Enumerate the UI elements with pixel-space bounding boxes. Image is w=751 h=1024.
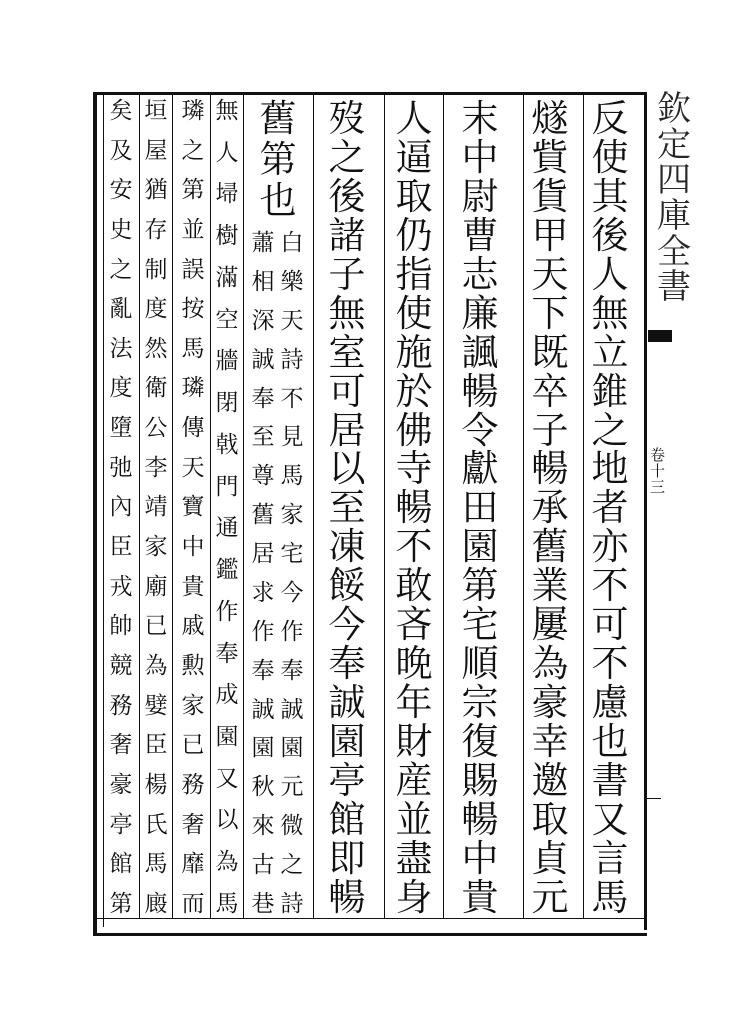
glyph: 馬 — [181, 335, 205, 362]
glyph: 仍 — [395, 213, 433, 257]
glyph: 豪 — [109, 771, 133, 798]
glyph: 第 — [259, 138, 297, 181]
glyph: 詩 — [280, 346, 304, 373]
glyph: 獻 — [461, 447, 499, 491]
glyph: 地 — [591, 447, 629, 491]
glyph: 以 — [215, 807, 239, 834]
glyph: 詩 — [280, 890, 304, 917]
glyph: 末 — [461, 97, 499, 140]
glyph: 承 — [531, 486, 569, 530]
glyph: 制 — [144, 256, 168, 283]
glyph: 並 — [395, 797, 433, 841]
glyph: 可 — [591, 603, 629, 647]
glyph: 及 — [109, 137, 133, 164]
glyph: 法 — [109, 335, 133, 362]
column-divider — [443, 95, 444, 918]
glyph: 牆 — [215, 348, 239, 375]
glyph: 卷 — [650, 446, 666, 464]
glyph: 貞 — [531, 836, 569, 880]
glyph: 元 — [280, 774, 304, 801]
glyph: 史 — [109, 216, 133, 243]
glyph: 不 — [280, 385, 304, 412]
glyph: 歿 — [328, 97, 366, 140]
text-column-5 — [327, 97, 367, 919]
glyph: 奢 — [109, 732, 133, 759]
glyph: 無 — [328, 291, 366, 335]
glyph: 巷 — [251, 890, 275, 917]
text-column-3 — [460, 97, 500, 919]
glyph: 人 — [215, 139, 239, 166]
glyph: 佛 — [395, 408, 433, 452]
glyph: 第 — [181, 177, 205, 204]
glyph: 勲 — [181, 652, 205, 679]
glyph: 身 — [395, 875, 433, 919]
glyph: 嬖 — [144, 692, 168, 719]
glyph: 定 — [657, 124, 691, 165]
glyph: 中 — [181, 534, 205, 561]
commentary-column-6-left — [250, 232, 276, 916]
glyph: 垣 — [144, 98, 168, 124]
glyph: 館 — [109, 851, 133, 878]
glyph: 人 — [591, 252, 629, 296]
glyph: 成 — [215, 682, 239, 709]
glyph: 施 — [395, 330, 433, 374]
commentary-column-9 — [143, 100, 169, 916]
glyph: 閉 — [215, 390, 239, 417]
glyph: 並 — [181, 216, 205, 243]
glyph: 亂 — [109, 296, 133, 323]
text-column-4 — [394, 97, 434, 919]
glyph: 使 — [591, 135, 629, 179]
glyph: 元 — [531, 875, 569, 919]
glyph: 貴 — [461, 875, 499, 919]
glyph: 樹 — [215, 223, 239, 250]
glyph: 貴 — [181, 573, 205, 600]
glyph: 璘 — [181, 375, 205, 402]
commentary-column-10 — [108, 100, 134, 916]
glyph: 弛 — [109, 454, 133, 481]
glyph: 馬 — [215, 890, 239, 917]
glyph: 立 — [591, 330, 629, 374]
glyph: 氏 — [144, 811, 168, 838]
glyph: 順 — [461, 642, 499, 686]
glyph: 凍 — [328, 525, 366, 569]
glyph: 誤 — [181, 256, 205, 283]
glyph: 第 — [109, 890, 133, 917]
glyph: 錐 — [591, 369, 629, 413]
glyph: 亭 — [328, 758, 366, 802]
volume-number — [650, 448, 665, 495]
glyph: 墮 — [109, 415, 133, 442]
glyph: 傳 — [181, 415, 205, 442]
glyph: 其 — [591, 174, 629, 218]
glyph: 家 — [181, 692, 205, 719]
column-divider — [384, 95, 385, 918]
glyph: 無 — [591, 291, 629, 335]
glyph: 館 — [328, 797, 366, 841]
glyph: 十 — [650, 461, 666, 480]
glyph: 度 — [144, 296, 168, 323]
glyph: 亦 — [591, 525, 629, 569]
glyph: 貲 — [531, 135, 569, 179]
glyph: 於 — [395, 369, 433, 413]
glyph: 宅 — [280, 541, 304, 567]
glyph: 卒 — [531, 369, 569, 413]
glyph: 尉 — [461, 174, 499, 218]
glyph: 舊 — [259, 97, 297, 140]
glyph: 尊 — [251, 463, 275, 490]
glyph: 璘 — [181, 98, 205, 124]
glyph: 園 — [328, 720, 366, 763]
commentary-column-8 — [180, 100, 206, 916]
glyph: 誠 — [251, 346, 275, 373]
glyph: 令 — [461, 408, 499, 452]
glyph: 臣 — [144, 732, 168, 759]
commentary-column-6-right — [279, 232, 305, 916]
glyph: 相 — [251, 268, 275, 295]
glyph: 微 — [280, 813, 304, 840]
glyph: 可 — [328, 369, 366, 413]
glyph: 帥 — [109, 613, 133, 640]
glyph: 第 — [461, 564, 499, 608]
glyph: 至 — [251, 424, 275, 451]
glyph: 務 — [181, 771, 205, 798]
glyph: 埽 — [215, 181, 239, 208]
glyph: 作 — [251, 618, 275, 645]
glyph: 馬 — [280, 463, 304, 490]
glyph: 舊 — [251, 502, 275, 529]
glyph: 人 — [395, 97, 433, 140]
glyph: 之 — [181, 137, 205, 164]
glyph: 作 — [215, 598, 239, 625]
glyph: 甲 — [531, 213, 569, 257]
glyph: 取 — [531, 797, 569, 841]
margin-tick — [645, 798, 661, 799]
glyph: 又 — [591, 797, 629, 841]
glyph: 無 — [215, 98, 239, 124]
glyph: 敢 — [395, 564, 433, 608]
glyph: 屋 — [144, 137, 168, 164]
glyph: 天 — [280, 307, 304, 334]
glyph: 四 — [657, 160, 691, 201]
glyph: 奉 — [280, 657, 304, 684]
column-divider — [172, 95, 173, 918]
glyph: 取 — [395, 174, 433, 218]
glyph: 園 — [280, 735, 304, 762]
glyph: 門 — [215, 473, 239, 500]
glyph: 度 — [109, 375, 133, 402]
glyph: 奉 — [215, 640, 239, 667]
glyph: 三 — [650, 477, 666, 496]
text-column-2 — [530, 97, 570, 919]
glyph: 為 — [531, 642, 569, 686]
frame-right-border — [644, 92, 647, 930]
glyph: 寶 — [181, 494, 205, 521]
glyph: 指 — [395, 252, 433, 296]
fish-tail-mark — [648, 330, 672, 342]
text-column-6-main — [258, 97, 298, 230]
glyph: 之 — [591, 408, 629, 452]
glyph: 子 — [531, 408, 569, 452]
glyph: 諸 — [328, 213, 366, 257]
glyph: 舊 — [531, 525, 569, 569]
glyph: 燧 — [531, 97, 569, 140]
glyph: 秋 — [251, 774, 275, 801]
glyph: 作 — [280, 618, 304, 645]
column-divider — [139, 95, 140, 918]
glyph: 者 — [591, 486, 629, 530]
glyph: 求 — [251, 579, 275, 606]
glyph: 廟 — [144, 573, 168, 600]
glyph: 又 — [215, 765, 239, 792]
glyph: 矣 — [109, 98, 133, 124]
glyph: 今 — [328, 603, 366, 647]
glyph: 李 — [144, 454, 168, 481]
glyph: 衛 — [144, 375, 168, 402]
column-divider — [583, 95, 584, 918]
glyph: 暢 — [395, 486, 433, 530]
glyph: 之 — [280, 852, 304, 878]
glyph: 欽 — [657, 89, 691, 129]
glyph: 幸 — [531, 720, 569, 763]
glyph: 而 — [181, 890, 205, 917]
glyph: 戎 — [109, 573, 133, 600]
glyph: 安 — [109, 177, 133, 204]
glyph: 奉 — [251, 657, 275, 684]
glyph: 後 — [328, 174, 366, 218]
glyph: 豪 — [531, 681, 569, 725]
glyph: 楊 — [144, 771, 168, 798]
glyph: 馬 — [144, 851, 168, 878]
glyph: 誠 — [328, 681, 366, 725]
glyph: 亭 — [109, 811, 133, 838]
glyph: 曹 — [461, 213, 499, 257]
glyph: 按 — [181, 296, 205, 323]
glyph: 復 — [461, 720, 499, 763]
glyph: 空 — [215, 306, 239, 333]
glyph: 見 — [280, 424, 304, 451]
glyph: 也 — [591, 720, 629, 763]
glyph: 馬 — [591, 875, 629, 919]
glyph: 已 — [181, 732, 205, 759]
glyph: 書 — [591, 758, 629, 802]
glyph: 靡 — [181, 851, 205, 878]
glyph: 通 — [215, 515, 239, 542]
glyph: 産 — [395, 758, 433, 802]
glyph: 誠 — [251, 696, 275, 723]
glyph: 已 — [144, 613, 168, 640]
glyph: 逼 — [395, 135, 433, 179]
glyph: 慮 — [591, 681, 629, 725]
glyph: 賜 — [461, 758, 499, 802]
glyph: 猶 — [144, 177, 168, 204]
glyph: 中 — [461, 135, 499, 179]
glyph: 不 — [395, 525, 433, 569]
text-column-1 — [590, 97, 630, 919]
glyph: 奉 — [251, 385, 275, 412]
glyph: 庫 — [657, 196, 691, 237]
glyph: 為 — [144, 652, 168, 679]
glyph: 暢 — [461, 797, 499, 841]
glyph: 室 — [328, 330, 366, 374]
glyph: 家 — [280, 502, 304, 529]
glyph: 書 — [657, 267, 691, 308]
glyph: 諷 — [461, 330, 499, 374]
glyph: 公 — [144, 415, 168, 442]
glyph: 言 — [591, 836, 629, 880]
glyph: 奢 — [181, 811, 205, 838]
glyph: 家 — [144, 534, 168, 561]
glyph: 晚 — [395, 642, 433, 686]
glyph: 居 — [251, 541, 275, 567]
glyph: 不 — [591, 564, 629, 608]
glyph: 古 — [251, 852, 275, 878]
glyph: 務 — [109, 692, 133, 719]
glyph: 業 — [531, 564, 569, 608]
glyph: 暢 — [461, 369, 499, 413]
glyph: 奉 — [328, 642, 366, 686]
commentary-column-7 — [214, 100, 240, 916]
column-divider — [523, 95, 524, 918]
glyph: 財 — [395, 720, 433, 763]
glyph: 餒 — [328, 564, 366, 608]
glyph: 來 — [251, 813, 275, 840]
glyph: 臣 — [109, 534, 133, 561]
glyph: 滿 — [215, 264, 239, 291]
glyph: 天 — [181, 454, 205, 481]
glyph: 以 — [328, 447, 366, 491]
glyph: 暢 — [328, 875, 366, 919]
glyph: 蕭 — [251, 230, 275, 256]
glyph: 子 — [328, 252, 366, 296]
glyph: 靖 — [144, 494, 168, 521]
glyph: 之 — [109, 256, 133, 283]
glyph: 宗 — [461, 681, 499, 725]
glyph: 也 — [259, 179, 297, 222]
glyph: 寺 — [395, 447, 433, 491]
glyph: 園 — [215, 724, 239, 751]
glyph: 貨 — [531, 174, 569, 218]
glyph: 全 — [657, 231, 691, 272]
glyph: 田 — [461, 486, 499, 530]
column-divider — [210, 95, 211, 918]
glyph: 戟 — [215, 431, 239, 458]
book-title-margin — [652, 89, 696, 308]
glyph: 今 — [280, 579, 304, 606]
glyph: 之 — [328, 135, 366, 179]
glyph: 存 — [144, 216, 168, 243]
glyph: 反 — [591, 97, 629, 140]
glyph: 後 — [591, 213, 629, 257]
glyph: 宅 — [461, 603, 499, 647]
column-divider — [313, 95, 314, 918]
glyph: 居 — [328, 408, 366, 452]
glyph: 內 — [109, 494, 133, 521]
glyph: 下 — [531, 291, 569, 335]
glyph: 白 — [280, 230, 304, 256]
glyph: 屢 — [531, 603, 569, 647]
glyph: 園 — [461, 525, 499, 569]
glyph: 為 — [215, 849, 239, 876]
glyph: 年 — [395, 681, 433, 725]
glyph: 至 — [328, 486, 366, 530]
glyph: 志 — [461, 252, 499, 296]
glyph: 吝 — [395, 603, 433, 647]
glyph: 廄 — [144, 890, 168, 917]
glyph: 暢 — [531, 447, 569, 491]
glyph: 不 — [591, 642, 629, 686]
glyph: 競 — [109, 652, 133, 679]
glyph: 深 — [251, 307, 275, 334]
column-divider — [243, 95, 244, 918]
glyph: 鑑 — [215, 557, 239, 584]
glyph: 即 — [328, 836, 366, 880]
glyph: 天 — [531, 252, 569, 296]
frame-inner-line — [103, 95, 104, 927]
glyph: 中 — [461, 836, 499, 880]
glyph: 邀 — [531, 758, 569, 802]
glyph: 園 — [251, 735, 275, 762]
glyph: 盡 — [395, 836, 433, 880]
glyph: 誠 — [280, 696, 304, 723]
glyph: 廉 — [461, 291, 499, 335]
glyph: 戚 — [181, 613, 205, 640]
glyph: 然 — [144, 335, 168, 362]
glyph: 使 — [395, 291, 433, 335]
glyph: 既 — [531, 330, 569, 374]
glyph: 樂 — [280, 268, 304, 295]
